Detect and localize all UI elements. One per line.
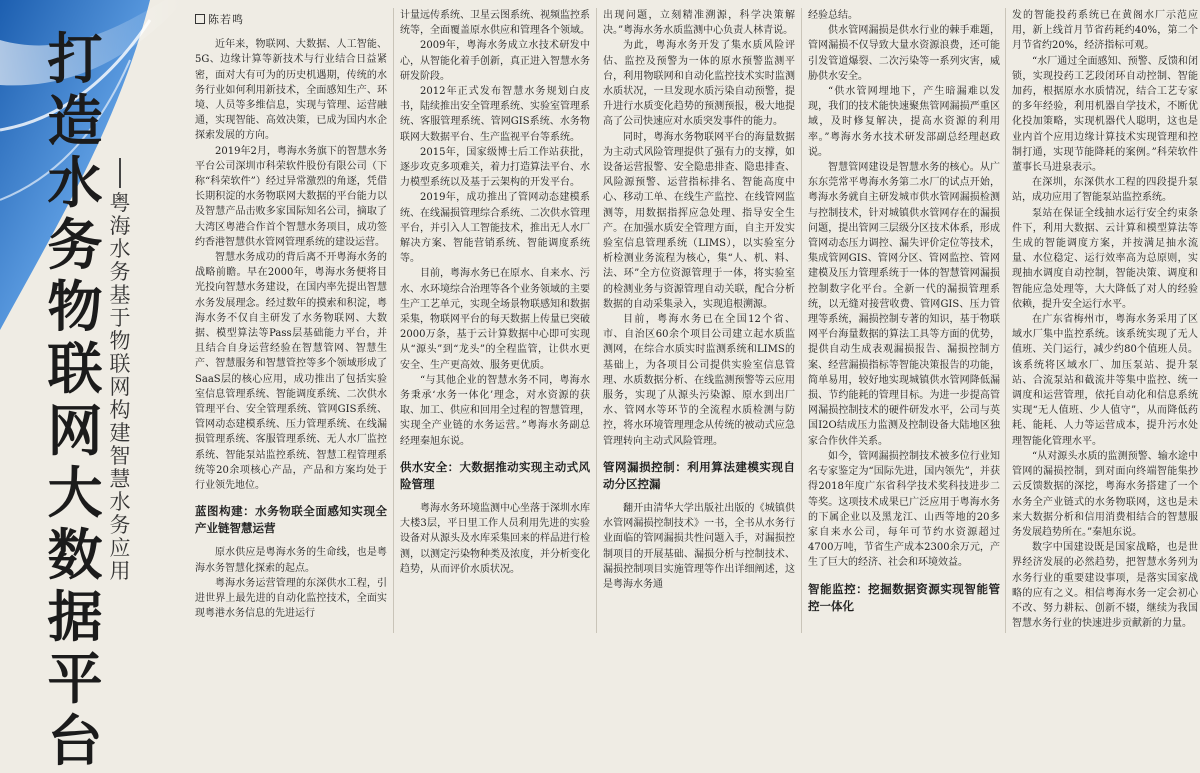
subtitle-char: 智 bbox=[109, 444, 131, 468]
subtitle-char: 务 bbox=[109, 260, 131, 284]
paragraph: 2015年，国家级博士后工作站获批，逐步攻克多项难关，着力打造算法平台、水力模型系统以及基于云架构的开发平台。 bbox=[400, 146, 590, 189]
subtitle-char: 应 bbox=[109, 536, 131, 560]
paragraph: 翻开由清华大学出版社出版的《城镇供水管网漏损控制技术》一书，全书从水务行业面临的管网漏损共性问题入手，对漏损控制项目的开展基础、漏损分析与控制技术、漏损控制项目实施管理等作出详细阐述，这是粤海水务通 bbox=[603, 502, 795, 590]
paragraph: 智慧水务成功的背后离不开粤海水务的战略前瞻。早在2000年，粤海水务便将目光投向智慧水务建设，在国内率先提出智慧水务发展理念。经过数年的摸索和积淀，粤海水务不仅自主研发了水务物联网、大数据、模型算法等Pass层基础能力平台，并且结合自身运营经验在智慧管网、智慧生产、智慧服务和智慧管控等多个领域形成了SaaS层的核心应用，成功推出了包括实验室信息管理系统、智能调度系统、二次供水管理平台、安全管理系统、管网GIS系统、管网动态建模系统、压力管理系统、在线漏损管理系统、客服管理系统、无人水厂监控系统、智能泵站监控系统、智慧工程管理系统等20余项核心产品，产品和方案均处于行业领先地位。 bbox=[195, 252, 387, 492]
paragraph: 2019年2月，粤海水务旗下的智慧水务平台公司深圳市科荣软件股份有限公司（下称“科荣软件”）经过异常激烈的角逐，凭借长期积淀的水务物联网大数据的平台能力以及智慧产品击败多家国际知名公司，摘取了大湾区粤港合作首个智慧水务项目，成功签约香港智慧供水管网管理系统的建设运营。 bbox=[195, 145, 387, 248]
subtitle-char: 网 bbox=[109, 375, 131, 399]
paragraph: “供水管网埋地下，产生暗漏难以发现，我们的技术能快速聚焦管网漏损严重区域，及时修复解决，提高水资源的利用率。”粤海水务水技术研发部副总经理赵政说。 bbox=[808, 86, 1000, 158]
headline-char: 务 bbox=[47, 213, 103, 277]
subtitle-char: 建 bbox=[109, 421, 131, 445]
headline-char: 造 bbox=[47, 89, 103, 153]
paragraph: 在深圳，东深供水工程的四段提升泵站，成功应用了智能泵站监控系统。 bbox=[1012, 177, 1198, 204]
paragraph: 智慧管网建设是智慧水务的核心。从广东东莞常平粤海水务第二水厂的试点开始，粤海水务就自主研发城市供水管网漏损检测与控制技术，针对城镇供水管网存在的漏损问题，提出管网三层级分区技术体系，形成管网动态压力调控、漏失评价定位等技术，集成管网GIS、管网分区、管网监控、管网建模及压力管理系统于一体的智慧管网漏损控制数字化平台。全新一代的漏损管理系统，以无缝对接营收费、管网GIS、压力管理等系统，漏损控制专著的知识，基于物联网平台海量数据的算法工具等方面的优势，提供自动生成表观漏损报告、漏损控制方案、经营漏损指标等智能决策报告的功能，简单易用，较好地实现城镇供水管网降低漏损、节约能耗的管理目标。为进一步提高管网漏损控制技术的硬件研发水平，公司与英国I2O结成压力监测及控制设备大陆地区独家合作伙伴关系。 bbox=[808, 162, 1000, 447]
paragraph: 供水管网漏损是供水行业的棘手难题，管网漏损不仅导致大量水资源浪费，还可能引发管道爆裂、二次污染等一系列灾害，威胁供水安全。 bbox=[808, 25, 1000, 82]
section-heading: 智能监控：挖掘数据资源实现智能管控一体化 bbox=[808, 581, 1000, 613]
paragraph: 近年来，物联网、大数据、人工智能、5G、边缘计算等新技术与行业结合日益紧密，面对大有可为的历史机遇期，传统的水务行业如何利用新技术，全面感知生产、环境、人员等多维信息，实现与管理、运营融通，实现智能、高效决策，已成为国内水企探索发展的方向。 bbox=[195, 39, 387, 142]
headline-char: 打 bbox=[47, 27, 103, 91]
paragraph: 如今，管网漏损控制技术被多位行业知名专家鉴定为“国际先进，国内领先”，并获得2018年度广东省科学技术奖科技进步二等奖。这项技术成果已广泛应用于粤海水务的下属企业以及黑龙江、山西等地的20多家自来水公司，每年可节约水资源超过4700万吨，节省生产成本2300余万元，产生了巨大的经济、社会和环境效益。 bbox=[808, 450, 1000, 569]
paragraph: “与其他企业的智慧水务不同，粤海水务秉承‘水务一体化’理念，对水资源的获取、加工、供应和回用全过程的智慧管理，实现全产业链的水务运营。”粤海水务副总经理秦旭东说。 bbox=[400, 374, 590, 447]
paragraph: 出现问题，立刻精准溯源，科学决策解决。”粤海水务水质监测中心负责人林青说。 bbox=[603, 10, 795, 37]
section-heading: 供水安全：大数据推动实现主动式风险管理 bbox=[400, 459, 590, 491]
paragraph: “从对源头水质的监测预警、输水途中管网的漏损控制，到对面向终端智能集抄云反馈数据的深挖，粤海水务搭建了一个水务全产业链式的水务物联网，这也是未来大数据分析和信用消费相结合的智慧服务发展趋势所在。”秦旭东说。 bbox=[1012, 450, 1198, 538]
article-column-2 bbox=[400, 8, 590, 633]
byline bbox=[195, 12, 387, 27]
section-heading: 管网漏损控制：利用算法建模实现自动分区控漏 bbox=[603, 459, 795, 491]
paragraph: 原水供应是粤海水务的生命线，也是粤海水务智慧化探索的起点。 bbox=[195, 547, 387, 574]
article-column-4 bbox=[808, 8, 1000, 633]
paragraph: 同时，粤海水务物联网平台的海量数据为主动式风险管理提供了强有力的支撑，如设备运营报警、安全隐患排查、隐患排查、风险源预警、运营指标排名、智能高度中心、移动工单、在线生产监控、在线管网监测等，用数据指挥应急处理、指导安全生产。在加强水质安全管理方面，自主开发实验室信息管理系统（LIMS），以实验室分析检测业务流程为核心，集“人、机、料、法、环”全方位资源管理于一体，将实验室的检测业务与资源管理自动关联，配合分析数据的自动采集录入，实现追根溯源。 bbox=[603, 131, 795, 310]
headline-char: 大 bbox=[47, 461, 103, 525]
subtitle-char: 构 bbox=[109, 398, 131, 422]
section-heading: 蓝图构建：水务物联全面感知实现全产业链智慧运营 bbox=[195, 504, 387, 536]
paragraph: 数字中国建设既是国家战略，也是世界经济发展的必然趋势，把智慧水务列为水务行业的重要建设事项，是落实国家战略的应有之义。相信粤海水务一定会初心不改、努力耕耘、创新不辍，继续为我国智慧水务行业的快速进步贡献新的力量。 bbox=[1012, 542, 1198, 630]
headline-char: 平 bbox=[47, 647, 103, 711]
paragraph: 目前，粤海水务已在原水、自来水、污水、水环境综合治理等各个业务领域的主要生产工艺单元，实现全场景物联感知和数据采集，物联网平台的每天数据上传量已突破2000万条，基于云计算数据中心即可实现从“源头”到“龙头”的全程监管，让供水更安全、生产更高效、服务更优质。 bbox=[400, 268, 590, 371]
byline-box-icon bbox=[195, 14, 205, 24]
column-rule bbox=[393, 8, 394, 633]
subtitle-char: 水 bbox=[109, 490, 131, 514]
subtitle-char: 联 bbox=[109, 352, 131, 376]
subtitle-char: 基 bbox=[109, 283, 131, 307]
byline-author: 陈若鸣 bbox=[208, 13, 244, 26]
subtitle bbox=[100, 158, 140, 583]
paragraph: 发的智能投药系统已在黄阁水厂示范应用，新上线首月节省药耗约40%，第二个月节省约20%，经济指标可观。 bbox=[1012, 10, 1198, 52]
subtitle-char: 务 bbox=[109, 513, 131, 537]
paragraph: 在广东省梅州市，粤海水务采用了区域水厂集中监控系统。该系统实现了无人值班、关门运行，减少约80个值班人员。该系统将区域水厂、加压泵站、提升泵站、合流泵站和截流井等集中监控、统一调度和运营管理，依托自动化和信息系统实现“无人值班、少人值守”，从而降低药耗、能耗、人力等运营成本，提升污水处理智能化管理水平。 bbox=[1012, 314, 1198, 447]
subtitle-char: 物 bbox=[109, 329, 131, 353]
paragraph: 2012年正式发布智慧水务规划白皮书，陆续推出安全管理系统、实验室管理系统、客服管理系统、管网GIS系统、水务物联网大数据平台、生产监视平台等系统。 bbox=[400, 86, 590, 143]
subtitle-char: 慧 bbox=[109, 467, 131, 491]
paragraph: 计量远传系统、卫星云图系统、视频监控系统等，全面覆盖原水供应和管理各个领域。 bbox=[400, 10, 590, 37]
paragraph: 粤海水务环境监测中心坐落于深圳水库大楼3层，平日里工作人员利用先进的实验设备对从源头及水库采集回来的样品进行检测，以测定污染物种类及浓度，并分析变化趋势，从而评价水质状况。 bbox=[400, 502, 590, 575]
article-column-3 bbox=[603, 8, 795, 633]
headline-char: 数 bbox=[47, 523, 103, 587]
subtitle-char: 粤 bbox=[109, 191, 131, 215]
paragraph: 2019年，成功推出了管网动态建模系统、在线漏损管理综合系统、二次供水管理平台，并引入人工智能技术，推出无人水厂解决方案、智能营销系统、智能调度系统等。 bbox=[400, 192, 590, 265]
paragraph: “水厂通过全面感知、预警、反馈和闭锁，实现投药工艺段闭环自动控制、智能加药，根据原水水质情况，结合工艺专家的多年经验，利用机器自学技术，不断优化投加策略，实现机器代人聪明，这也是业内首个应用边缘计算技术实现管理和控制打通，实现节能降耗的案例。”科荣软件董事长马进泉表示。 bbox=[1012, 55, 1198, 174]
article-column-1 bbox=[195, 8, 387, 633]
column-rule bbox=[596, 8, 597, 633]
headline-char: 台 bbox=[47, 709, 103, 773]
paragraph: 泵站在保证全线抽水运行安全约束条件下，利用大数据、云计算和模型算法等生成的智能调度方案，并按满足抽水流量、水位稳定、运行效率高为总原则，实现抽水调度自动控制，智能决策、调度和智能应急处理等，大大降低了对人的经验依赖，提升安全运行水平。 bbox=[1012, 207, 1198, 310]
subtitle-char: 于 bbox=[109, 306, 131, 330]
subtitle-char: 水 bbox=[109, 237, 131, 261]
subtitle-char: 用 bbox=[109, 559, 131, 583]
headline-char: 联 bbox=[47, 337, 103, 401]
paragraph: 经验总结。 bbox=[808, 10, 858, 21]
headline-char: 水 bbox=[47, 151, 103, 215]
subtitle-dash bbox=[119, 158, 121, 188]
headline-char: 网 bbox=[47, 399, 103, 463]
paragraph: 为此，粤海水务开发了集水质风险评估、监控及预警为一体的原水预警监测平台，利用物联网和自动化监控技术实时监测水质状况，一旦发现水质污染自动预警，提升进行水质变化趋势的预测预报，极大地提高了公司快速应对水质突发事件的能力。 bbox=[603, 40, 795, 128]
column-rule bbox=[1005, 8, 1006, 633]
paragraph: 目前，粤海水务已在全国12个省、市、自治区60余个项目公司建立起水质监测网，在综合水质实时监测系统和LIMS的基础上，为各项目公司提供实验室信息管理、水质数据分析、在线监测预警等云应用服务，实现了从源头污染源、原水到出厂水、管网水等环节的全流程水质检测与防控，将水环境管理理念从传统的被动式应急管理转向主动式风险管理。 bbox=[603, 314, 795, 447]
column-rule bbox=[801, 8, 802, 633]
paragraph: 2009年，粤海水务成立水技术研发中心，从智能化着手创新，真正进入智慧水务研发阶段。 bbox=[400, 40, 590, 82]
headline-char: 物 bbox=[47, 275, 103, 339]
subtitle-char: 海 bbox=[109, 214, 131, 238]
article-column-5 bbox=[1012, 8, 1198, 633]
headline-char: 据 bbox=[47, 585, 103, 649]
paragraph: 粤海水务运营管理的东深供水工程，引进世界上最先进的自动化监控技术，全面实现粤港水务信息的先进运行 bbox=[195, 577, 387, 620]
